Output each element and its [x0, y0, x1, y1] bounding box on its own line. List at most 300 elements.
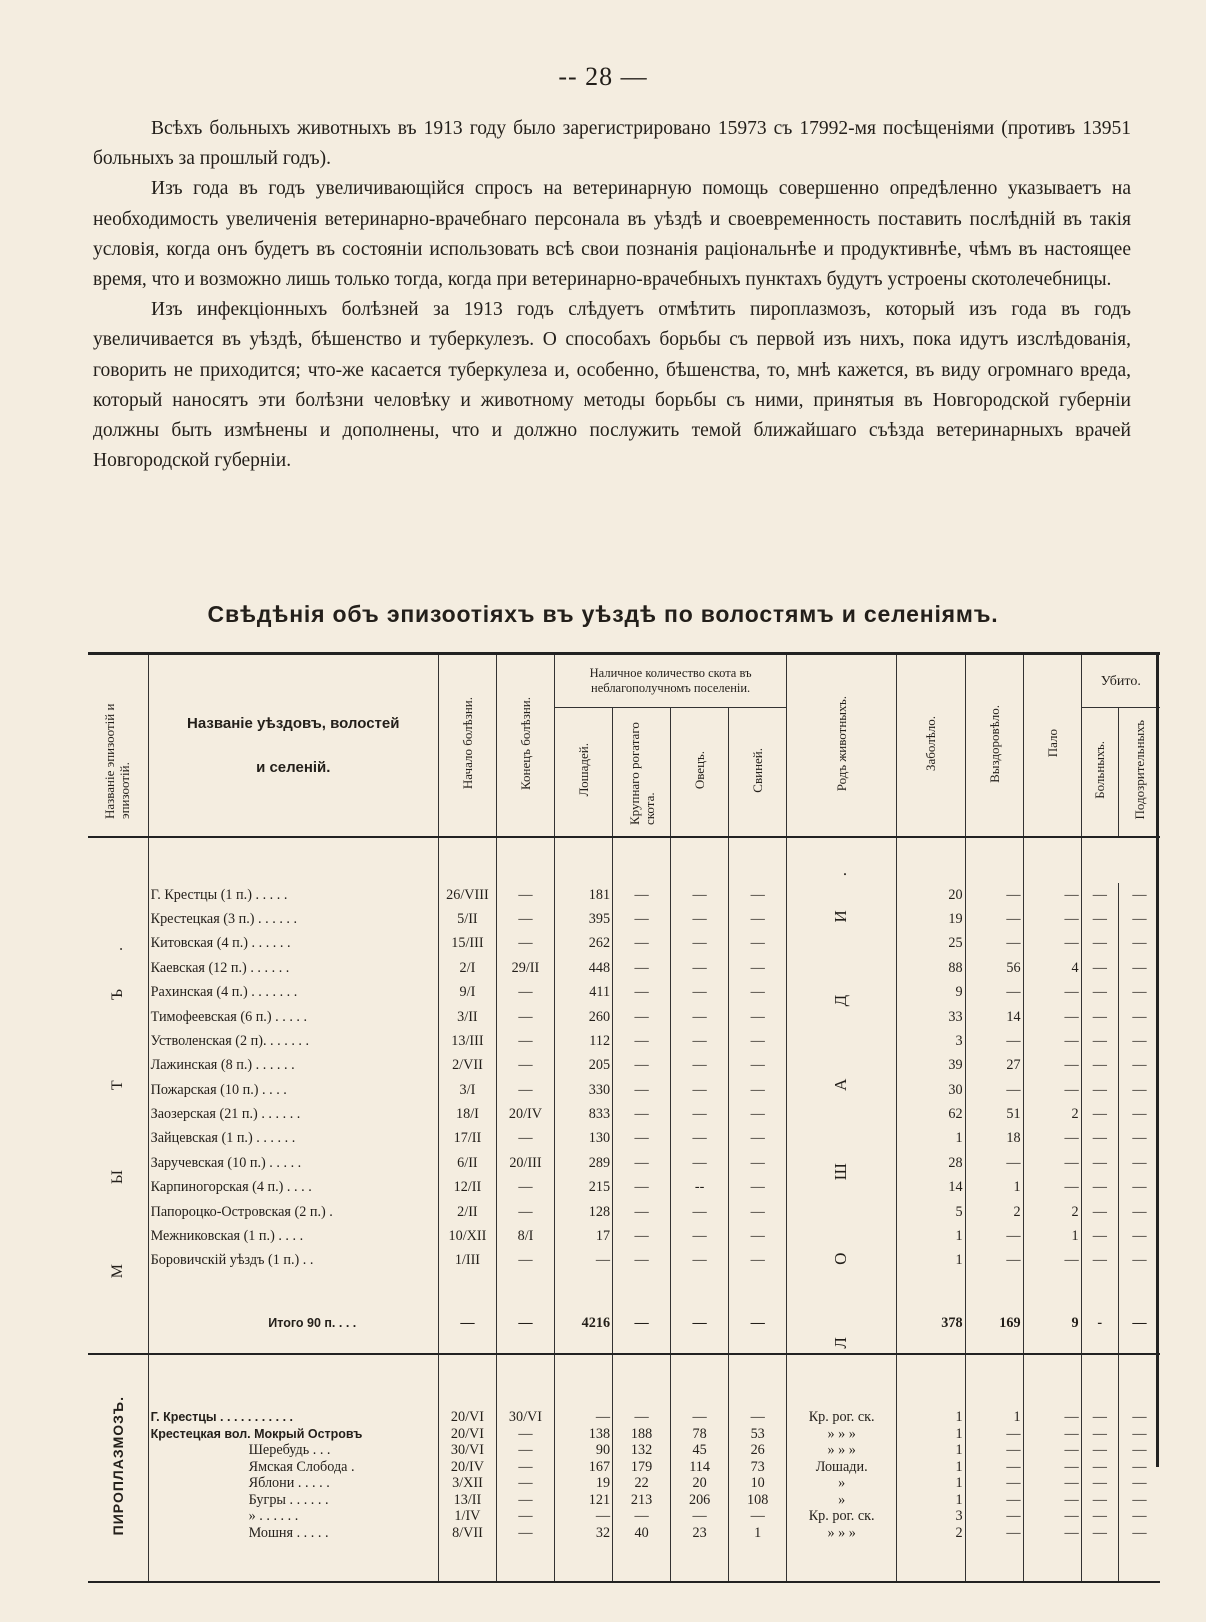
cell-killed-sick: —	[1081, 1053, 1118, 1077]
cell-name: Крестецкая вол. Мокрый Островъ	[148, 1426, 438, 1443]
cell-died: —	[1023, 1475, 1081, 1492]
cell-pigs: —	[729, 956, 787, 980]
cell-start: 6/II	[438, 1151, 496, 1175]
cell-horses: 205	[555, 1053, 613, 1077]
disease-label-glanders	[88, 837, 148, 1354]
cell-killed-sick: —	[1081, 1078, 1118, 1102]
spacer-cell	[148, 1273, 438, 1294]
cell-died: 4	[1023, 956, 1081, 980]
table-row	[88, 1127, 1160, 1151]
cell-recovered: —	[965, 1151, 1023, 1175]
spacer-row	[88, 837, 1160, 883]
cell-cattle: 213	[613, 1492, 671, 1509]
cell-fell-ill: 39	[897, 1053, 965, 1077]
cell-name: Мошня . . . . .	[148, 1525, 438, 1542]
cell-name: Г. Крестцы . . . . . . . . . . .	[148, 1409, 438, 1426]
cell-killed-suspect: —	[1118, 1200, 1160, 1224]
cell-killed-suspect: —	[1118, 1409, 1160, 1426]
header-recovered: Выздоровѣло.	[986, 704, 1002, 783]
cell-sheep: —	[671, 1029, 729, 1053]
cell-died: —	[1023, 1525, 1081, 1542]
cell-end: —	[496, 1248, 554, 1272]
cell-pigs: —	[729, 907, 787, 931]
cell-end: —	[496, 980, 554, 1004]
disease-name-piroplasmosis: ПИРОПЛАЗМОЗЪ.	[109, 1396, 126, 1536]
cell-died: 2	[1023, 1102, 1081, 1126]
cell-end: 30/VI	[496, 1409, 554, 1426]
cell-died: —	[1023, 1127, 1081, 1151]
cell-start: 20/IV	[438, 1459, 496, 1476]
cell-kind: Кр. рог. ск.	[787, 1508, 897, 1525]
cell-died: —	[1023, 932, 1081, 956]
cell-killed-suspect: —	[1118, 1459, 1160, 1476]
cell-horses: 448	[555, 956, 613, 980]
cell-end: —	[496, 1525, 554, 1542]
cell-kind: Лошади.	[787, 1459, 897, 1476]
spacer-cell	[671, 1273, 729, 1294]
cell-fell-ill: 1	[897, 1492, 965, 1509]
spacer-cell	[555, 1273, 613, 1294]
cell-killed-sick: —	[1081, 1508, 1118, 1525]
cell-sheep: —	[671, 980, 729, 1004]
cell-fell-ill: 9	[897, 980, 965, 1004]
cell-recovered: —	[965, 1224, 1023, 1248]
cell-died: —	[1023, 1442, 1081, 1459]
cell-kind: »	[787, 1492, 897, 1509]
cell-recovered: —	[965, 1029, 1023, 1053]
cell-died: 9	[1023, 1293, 1081, 1354]
cell-pigs: —	[729, 1248, 787, 1272]
cell-horses: 181	[555, 883, 613, 907]
disease-name-glanders: М Ы Т Ъ.	[108, 908, 126, 1278]
cell-fell-ill: 62	[897, 1102, 965, 1126]
cell-recovered: —	[965, 1525, 1023, 1542]
cell-fell-ill: 30	[897, 1078, 965, 1102]
cell-end: —	[496, 883, 554, 907]
cell-killed-suspect: —	[1118, 1078, 1160, 1102]
cell-fell-ill: 19	[897, 907, 965, 931]
cell-name: Заручевская (10 п.) . . . . .	[148, 1151, 438, 1175]
cell-name: Зайцевская (1 п.) . . . . . .	[148, 1127, 438, 1151]
cell-killed-suspect: —	[1118, 1475, 1160, 1492]
cell-killed-suspect: —	[1118, 1175, 1160, 1199]
cell-name: Боровичскій уѣздъ (1 п.) . .	[148, 1248, 438, 1272]
cell-sheep: --	[671, 1175, 729, 1199]
cell-name: Ямская Слобода .	[148, 1459, 438, 1476]
spacer-cell	[1023, 1354, 1081, 1409]
cell-died: —	[1023, 1492, 1081, 1509]
header-disease: Названіе эпизоотій и эпизоотій.	[101, 703, 132, 819]
spacer-cell	[787, 837, 897, 1354]
cell-recovered: 27	[965, 1053, 1023, 1077]
cell-recovered: —	[965, 883, 1023, 907]
spacer-cell	[965, 1273, 1023, 1294]
cell-cattle: —	[613, 1175, 671, 1199]
cell-recovered: —	[965, 907, 1023, 931]
cell-recovered: 14	[965, 1005, 1023, 1029]
header-start: Начало болѣзни.	[459, 697, 475, 790]
cell-sheep: —	[671, 1078, 729, 1102]
cell-start: 5/II	[438, 907, 496, 931]
cell-fell-ill: 3	[897, 1029, 965, 1053]
cell-pigs: —	[729, 1409, 787, 1426]
cell-killed-sick: —	[1081, 1409, 1118, 1426]
cell-pigs: —	[729, 1102, 787, 1126]
cell-sheep: —	[671, 1151, 729, 1175]
paragraph-2: Изъ года въ годъ увеличивающійся спросъ на ветеринарную помощь совершенно опредѣленно указываетъ на необходимость увеличенія ветеринарно-врачебнаго персонала въ уѣздѣ и своевременность поставить послѣдній въ такія условія, когда онъ будетъ въ состояніи использовать всѣ свои познанія раціональнѣе и продуктивнѣе, чѣмъ въ настоящее время, что и возможно лишь только тогда, когда при ветеринарно-врачебныхъ пунктахъ будутъ устроены скотолечебницы.	[93, 178, 1131, 291]
cell-killed-suspect: —	[1118, 1525, 1160, 1542]
spacer-cell	[1081, 1273, 1118, 1294]
cell-recovered: —	[965, 932, 1023, 956]
table-header	[88, 654, 1160, 838]
table-row	[88, 1525, 1160, 1542]
spacer-cell	[438, 1541, 496, 1582]
cell-horses: 121	[555, 1492, 613, 1509]
cell-fell-ill: 1	[897, 1248, 965, 1272]
cell-sheep: 20	[671, 1475, 729, 1492]
cell-end: —	[496, 1127, 554, 1151]
cell-fell-ill: 14	[897, 1175, 965, 1199]
table-row	[88, 907, 1160, 931]
cell-kind: »	[787, 1475, 897, 1492]
cell-killed-suspect: —	[1118, 956, 1160, 980]
cell-sheep: 206	[671, 1492, 729, 1509]
cell-name: Лажинская (8 п.) . . . . . .	[148, 1053, 438, 1077]
cell-pigs: —	[729, 1151, 787, 1175]
spacer-cell	[729, 837, 787, 883]
spacer-cell	[148, 1354, 438, 1409]
cell-end: 20/III	[496, 1151, 554, 1175]
cell-died: —	[1023, 980, 1081, 1004]
cell-end: —	[496, 1475, 554, 1492]
cell-start: 26/VIII	[438, 883, 496, 907]
spacer-cell	[555, 1354, 613, 1409]
cell-fell-ill: 3	[897, 1508, 965, 1525]
cell-died: —	[1023, 1078, 1081, 1102]
cell-sheep: —	[671, 932, 729, 956]
cell-cattle: 22	[613, 1475, 671, 1492]
cell-cattle: —	[613, 1029, 671, 1053]
cell-start: 18/I	[438, 1102, 496, 1126]
spacer-cell	[148, 1541, 438, 1582]
cell-killed-suspect: —	[1118, 1005, 1160, 1029]
cell-killed-sick: —	[1081, 1248, 1118, 1272]
header-kind: Родъ животныхъ.	[834, 695, 850, 792]
cell-end: —	[496, 1053, 554, 1077]
cell-fell-ill: 20	[897, 883, 965, 907]
cell-recovered: —	[965, 1248, 1023, 1272]
cell-horses: 330	[555, 1078, 613, 1102]
cell-start: 8/VII	[438, 1525, 496, 1542]
cell-died: —	[1023, 1508, 1081, 1525]
cell-horses: 260	[555, 1005, 613, 1029]
table-row	[88, 1151, 1160, 1175]
table-row	[88, 1508, 1160, 1525]
cell-kind: Кр. рог. ск.	[787, 1409, 897, 1426]
cell-sheep: —	[671, 1224, 729, 1248]
table-row	[88, 1175, 1160, 1199]
cell-name: Устволенская (2 п). . . . . . .	[148, 1029, 438, 1053]
spacer-cell	[148, 837, 438, 883]
cell-recovered: —	[965, 1492, 1023, 1509]
cell-killed-sick: —	[1081, 1029, 1118, 1053]
cell-sheep: 23	[671, 1525, 729, 1542]
cell-fell-ill: 33	[897, 1005, 965, 1029]
cell-start: 12/II	[438, 1175, 496, 1199]
cell-cattle: —	[613, 1200, 671, 1224]
cell-fell-ill: 1	[897, 1127, 965, 1151]
cell-start: 3/XII	[438, 1475, 496, 1492]
header-end: Конецъ болѣзни.	[517, 697, 533, 790]
table-row	[88, 1224, 1160, 1248]
cell-name: Заозерская (21 п.) . . . . . .	[148, 1102, 438, 1126]
cell-name: Крестецкая (3 п.) . . . . . .	[148, 907, 438, 931]
cell-died: 2	[1023, 1200, 1081, 1224]
cell-cattle: —	[613, 883, 671, 907]
cell-end: —	[496, 932, 554, 956]
cell-end: —	[496, 1508, 554, 1525]
cell-cattle: —	[613, 980, 671, 1004]
cell-start: 15/III	[438, 932, 496, 956]
cell-sheep: —	[671, 1053, 729, 1077]
cell-horses: 395	[555, 907, 613, 931]
spacer-cell	[438, 837, 496, 883]
cell-start: 3/II	[438, 1005, 496, 1029]
table-row	[88, 1053, 1160, 1077]
cell-killed-sick: —	[1081, 956, 1118, 980]
cell-start: 2/I	[438, 956, 496, 980]
cell-fell-ill: 378	[897, 1293, 965, 1354]
cell-start: 1/IV	[438, 1508, 496, 1525]
spacer-cell	[613, 837, 671, 883]
cell-killed-sick: —	[1081, 883, 1118, 907]
cell-name: Яблони . . . . .	[148, 1475, 438, 1492]
spacer-cell	[965, 1354, 1023, 1409]
cell-end: 29/II	[496, 956, 554, 980]
cell-recovered: —	[965, 1078, 1023, 1102]
cell-sheep: 114	[671, 1459, 729, 1476]
cell-killed-sick: —	[1081, 1442, 1118, 1459]
cell-fell-ill: 1	[897, 1224, 965, 1248]
spacer-cell	[671, 1354, 729, 1409]
cell-horses: 112	[555, 1029, 613, 1053]
spacer-cell	[1118, 1273, 1160, 1294]
cell-horses: 215	[555, 1175, 613, 1199]
table-row	[88, 932, 1160, 956]
cell-end: —	[496, 1293, 554, 1354]
cell-killed-sick: —	[1081, 1224, 1118, 1248]
spacer-cell	[613, 1354, 671, 1409]
cell-fell-ill: 28	[897, 1151, 965, 1175]
cell-recovered: 56	[965, 956, 1023, 980]
cell-end: —	[496, 1175, 554, 1199]
cell-killed-suspect: —	[1118, 1053, 1160, 1077]
cell-killed-sick: -	[1081, 1293, 1118, 1354]
header-livestock-group: Наличное количество скота въ неблагополучномъ поселеніи.	[555, 654, 787, 708]
cell-horses: 289	[555, 1151, 613, 1175]
cell-recovered: 2	[965, 1200, 1023, 1224]
table-row	[88, 1492, 1160, 1509]
cell-sheep: —	[671, 907, 729, 931]
cell-pigs: —	[729, 1508, 787, 1525]
cell-horses: —	[555, 1409, 613, 1426]
cell-killed-suspect: —	[1118, 1029, 1160, 1053]
cell-recovered: 169	[965, 1293, 1023, 1354]
table-row	[88, 1409, 1160, 1426]
table-row	[88, 1442, 1160, 1459]
cell-pigs: —	[729, 1078, 787, 1102]
table-row	[88, 883, 1160, 907]
cell-killed-sick: —	[1081, 1127, 1118, 1151]
cell-killed-sick: —	[1081, 1475, 1118, 1492]
cell-fell-ill: 1	[897, 1442, 965, 1459]
cell-recovered: —	[965, 1508, 1023, 1525]
spacer-cell	[1081, 1354, 1118, 1409]
cell-killed-suspect: —	[1118, 980, 1160, 1004]
cell-pigs: 53	[729, 1426, 787, 1443]
spacer-cell	[897, 1273, 965, 1294]
header-horses: Лошадей.	[576, 743, 592, 797]
cell-recovered: 18	[965, 1127, 1023, 1151]
cell-died: 1	[1023, 1224, 1081, 1248]
spacer-cell	[965, 1541, 1023, 1582]
cell-fell-ill: 25	[897, 932, 965, 956]
spacer-cell	[1081, 837, 1118, 883]
cell-killed-suspect: —	[1118, 1492, 1160, 1509]
cell-recovered: —	[965, 1442, 1023, 1459]
cell-end: —	[496, 1029, 554, 1053]
cell-name: Папороцко-Островская (2 п.) .	[148, 1200, 438, 1224]
cell-start: 10/XII	[438, 1224, 496, 1248]
cell-kind: » » »	[787, 1525, 897, 1542]
cell-cattle: 40	[613, 1525, 671, 1542]
cell-killed-sick: —	[1081, 907, 1118, 931]
cell-fell-ill: 1	[897, 1409, 965, 1426]
cell-end: —	[496, 1442, 554, 1459]
cell-horses: 130	[555, 1127, 613, 1151]
cell-recovered: —	[965, 1475, 1023, 1492]
disease-label-piroplasmosis	[88, 1354, 148, 1582]
cell-pigs: 10	[729, 1475, 787, 1492]
spacer-cell	[787, 1354, 897, 1409]
header-name-line2: и селеній.	[256, 758, 331, 776]
spacer-row	[88, 1273, 1160, 1294]
cell-start: 17/II	[438, 1127, 496, 1151]
header-killed-group: Убито.	[1081, 654, 1160, 708]
cell-died: —	[1023, 1053, 1081, 1077]
epizootics-table	[88, 652, 1160, 1583]
cell-killed-suspect: —	[1118, 1151, 1160, 1175]
cell-fell-ill: 2	[897, 1525, 965, 1542]
spacer-cell	[496, 1273, 554, 1294]
cell-start: 1/III	[438, 1248, 496, 1272]
cell-horses: 833	[555, 1102, 613, 1126]
cell-start: 9/I	[438, 980, 496, 1004]
cell-fell-ill: 5	[897, 1200, 965, 1224]
cell-kind: » » »	[787, 1442, 897, 1459]
cell-killed-suspect: —	[1118, 1293, 1160, 1354]
header-sheep: Овецъ.	[692, 750, 708, 790]
cell-sheep: —	[671, 1508, 729, 1525]
table-row	[88, 1293, 1160, 1354]
cell-end: —	[496, 907, 554, 931]
cell-sheep: —	[671, 1293, 729, 1354]
table-row	[88, 1078, 1160, 1102]
table-right-border	[1156, 652, 1159, 1467]
cell-cattle: —	[613, 1293, 671, 1354]
cell-start: 20/VI	[438, 1426, 496, 1443]
cell-name: Рахинская (4 п.) . . . . . . .	[148, 980, 438, 1004]
cell-horses: 4216	[555, 1293, 613, 1354]
cell-horses: 128	[555, 1200, 613, 1224]
cell-name: Тимофеевская (6 п.) . . . . .	[148, 1005, 438, 1029]
spacer-cell	[729, 1273, 787, 1294]
section-title: Свѣдѣнія объ эпизоотіяхъ въ уѣздѣ по волостямъ и селеніямъ.	[207, 601, 999, 627]
header-cattle: Крупнаго рогатаго скота.	[626, 722, 657, 825]
cell-killed-suspect: —	[1118, 1224, 1160, 1248]
cell-name: Китовская (4 п.) . . . . . .	[148, 932, 438, 956]
table-row	[88, 1005, 1160, 1029]
page-number: -- 28 —	[558, 62, 648, 91]
spacer-cell	[729, 1354, 787, 1409]
cell-cattle: —	[613, 1005, 671, 1029]
spacer-row	[88, 1354, 1160, 1409]
cell-start: 30/VI	[438, 1442, 496, 1459]
cell-fell-ill: 1	[897, 1459, 965, 1476]
spacer-cell	[613, 1273, 671, 1294]
cell-pigs: —	[729, 980, 787, 1004]
cell-killed-suspect: —	[1118, 1127, 1160, 1151]
header-died: Пало	[1044, 729, 1060, 758]
cell-killed-suspect: —	[1118, 1248, 1160, 1272]
cell-killed-sick: —	[1081, 932, 1118, 956]
spacer-cell	[729, 1541, 787, 1582]
cell-killed-sick: —	[1081, 1426, 1118, 1443]
cell-horses: —	[555, 1248, 613, 1272]
cell-cattle: —	[613, 1409, 671, 1426]
spacer-cell	[897, 1354, 965, 1409]
header-name	[148, 654, 438, 838]
cell-horses: 17	[555, 1224, 613, 1248]
spacer-row	[88, 1541, 1160, 1582]
cell-cattle: —	[613, 956, 671, 980]
cell-died: —	[1023, 907, 1081, 931]
cell-pigs: —	[729, 1200, 787, 1224]
cell-name: Итого 90 п. . . .	[148, 1293, 438, 1354]
spacer-cell	[496, 1354, 554, 1409]
cell-killed-sick: —	[1081, 980, 1118, 1004]
cell-sheep: —	[671, 1409, 729, 1426]
spacer-cell	[965, 837, 1023, 883]
cell-sheep: 45	[671, 1442, 729, 1459]
cell-cattle: 179	[613, 1459, 671, 1476]
paragraph-1: Всѣхъ больныхъ животныхъ въ 1913 году было зарегистрировано 15973 съ 17992-мя посѣщеніями (противъ 13951 больныхъ за прошлый годъ).	[93, 118, 1131, 170]
cell-horses: —	[555, 1508, 613, 1525]
table-row	[88, 956, 1160, 980]
cell-died: —	[1023, 1426, 1081, 1443]
cell-name: Бугры . . . . . .	[148, 1492, 438, 1509]
spacer-cell	[613, 1541, 671, 1582]
cell-name: Межниковская (1 п.) . . . .	[148, 1224, 438, 1248]
cell-start: 3/I	[438, 1078, 496, 1102]
cell-killed-suspect: —	[1118, 907, 1160, 931]
section-piroplasmosis	[88, 1354, 1160, 1582]
cell-pigs: —	[729, 1224, 787, 1248]
cell-cattle: 132	[613, 1442, 671, 1459]
cell-killed-sick: —	[1081, 1102, 1118, 1126]
cell-killed-suspect: —	[1118, 1426, 1160, 1443]
cell-recovered: —	[965, 1459, 1023, 1476]
